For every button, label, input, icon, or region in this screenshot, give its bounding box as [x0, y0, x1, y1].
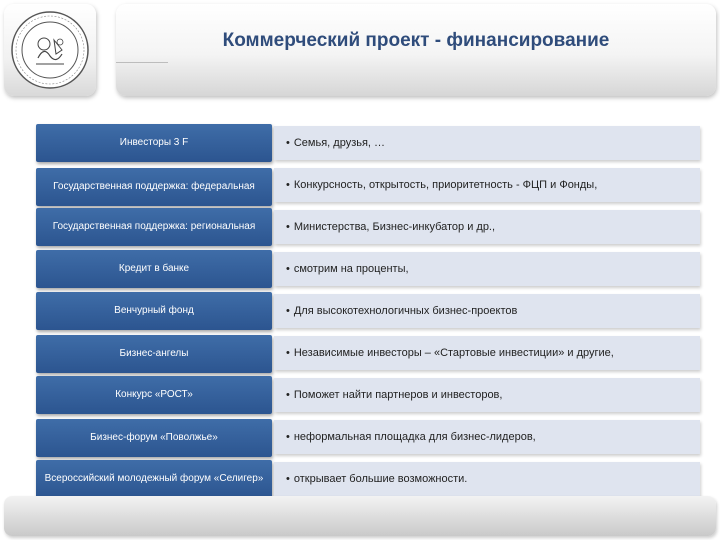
funding-source-label-text: Инвесторы 3 F	[119, 137, 189, 149]
funding-source-description-text: смотрим на проценты,	[293, 263, 409, 275]
funding-source-description	[274, 336, 700, 370]
funding-source-description-text: Конкурсность, открытость, приоритетность - ФЦП и Фонды,	[293, 179, 598, 191]
funding-source-description	[274, 378, 700, 412]
funding-source-description-text: Поможет найти партнеров и инвесторов,	[293, 389, 503, 401]
funding-source-label-text: Кредит в банке	[118, 263, 190, 275]
funding-source-description	[274, 168, 700, 202]
bullet-icon: •	[286, 473, 290, 485]
funding-source-label	[36, 460, 272, 498]
funding-source-label-text: Конкурс «РОСТ»	[115, 389, 193, 401]
funding-source-label	[36, 208, 272, 246]
funding-source-label	[36, 124, 272, 162]
bullet-icon: •	[286, 263, 290, 275]
funding-source-description-text: Министерства, Бизнес-инкубатор и др.,	[293, 221, 496, 233]
funding-source-description	[274, 126, 700, 160]
funding-source-description-text: Независимые инвесторы – «Стартовые инвестиции» и другие,	[293, 347, 614, 359]
bullet-icon: •	[286, 389, 290, 401]
bullet-icon: •	[286, 431, 290, 443]
bullet-icon: •	[286, 221, 290, 233]
funding-source-label-text: Бизнес-ангелы	[119, 348, 189, 360]
funding-source-label	[36, 419, 272, 457]
bullet-icon: •	[286, 137, 290, 149]
funding-source-label	[36, 168, 272, 206]
funding-source-label	[36, 292, 272, 330]
funding-source-description	[274, 294, 700, 328]
funding-source-label	[36, 250, 272, 288]
footer-bar	[4, 496, 716, 536]
funding-source-description	[274, 210, 700, 244]
header-divider	[116, 62, 168, 63]
bullet-icon: •	[286, 347, 290, 359]
funding-source-description-text: неформальная площадка для бизнес-лидеров,	[293, 431, 536, 443]
university-seal-logo	[10, 10, 90, 90]
funding-source-label-text: Государственная поддержка: федеральная	[53, 181, 255, 193]
funding-source-label-text: Бизнес-форум «Поволжье»	[90, 432, 218, 444]
funding-source-label-text: Венчурный фонд	[114, 305, 194, 317]
bullet-icon: •	[286, 179, 290, 191]
funding-source-description	[274, 462, 700, 496]
funding-source-description-text: открывает большие возможности.	[293, 473, 468, 485]
bullet-icon: •	[286, 305, 290, 317]
funding-source-label	[36, 335, 272, 373]
page-title: Коммерческий проект - финансирование	[222, 30, 610, 51]
funding-source-description-text: Семья, друзья, …	[293, 137, 386, 149]
funding-source-description	[274, 420, 700, 454]
funding-source-label	[36, 376, 272, 414]
logo-panel	[4, 4, 96, 96]
funding-source-description	[274, 252, 700, 286]
funding-source-label-text: Всероссийский молодежный форум «Селигер»	[44, 473, 264, 485]
funding-source-label-text: Государственная поддержка: региональная	[52, 221, 256, 233]
funding-source-description-text: Для высокотехнологичных бизнес-проектов	[293, 305, 518, 317]
